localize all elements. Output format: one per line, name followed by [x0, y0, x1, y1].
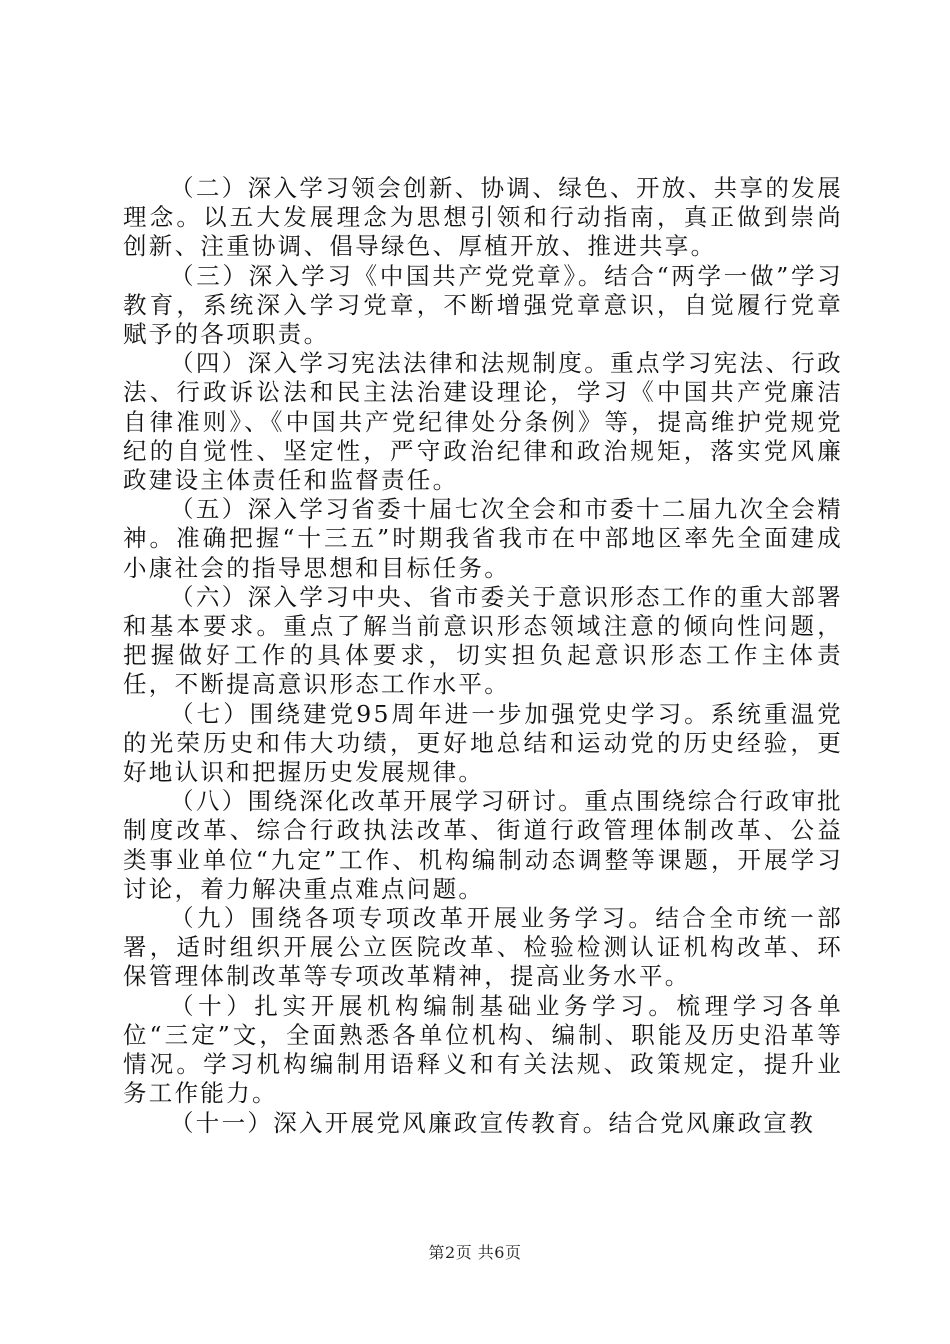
document-body — [123, 174, 843, 1138]
paragraph-10: （十）扎实开展机构编制基础业务学习。梳理学习各单位“三定”文，全面熟悉各单位机构、编制、职能及历史沿革等情况。学习机构编制用语释义和有关法规、政策规定，提升业务工作能力。 — [123, 991, 843, 1108]
paragraph-6: （六）深入学习中央、省市委关于意识形态工作的重大部署和基本要求。重点了解当前意识形态领域注意的倾向性问题，把握做好工作的具体要求，切实担负起意识形态工作主体责任，不断提高意识形态工作水平。 — [123, 582, 843, 699]
page-number-footer: 第2页 共6页 — [428, 1243, 522, 1262]
paragraph-3: （三）深入学习《中国共产党党章》。结合“两学一做”学习教育，系统深入学习党章，不断增强党章意识，自觉履行党章赋予的各项职责。 — [123, 261, 843, 349]
paragraph-4: （四）深入学习宪法法律和法规制度。重点学习宪法、行政法、行政诉讼法和民主法治建设理论，学习《中国共产党廉洁自律准则》、《中国共产党纪律处分条例》等，提高维护党规党纪的自觉性、坚定性，严守政治纪律和政治规矩，落实党风廉政建设主体责任和监督责任。 — [123, 349, 843, 495]
paragraph-11: （十一）深入开展党风廉政宣传教育。结合党风廉政宣教 — [170, 1108, 815, 1137]
paragraph-2: （二）深入学习领会创新、协调、绿色、开放、共享的发展理念。以五大发展理念为思想引领和行动指南，真正做到崇尚创新、注重协调、倡导绿色、厚植开放、推进共享。 — [123, 174, 843, 261]
paragraph-8: （八）围绕深化改革开展学习研讨。重点围绕综合行政审批制度改革、综合行政执法改革、街道行政管理体制改革、公益类事业单位“九定”工作、机构编制动态调整等课题，开展学习讨论，着力解决重点难点问题。 — [123, 787, 843, 903]
paragraph-9: （九）围绕各项专项改革开展业务学习。结合全市统一部署，适时组织开展公立医院改革、检验检测认证机构改革、环保管理体制改革等专项改革精神，提高业务水平。 — [123, 904, 843, 991]
paragraph-7: （七）围绕建党95周年进一步加强党史学习。系统重温党的光荣历史和伟大功绩，更好地总结和运动党的历史经验，更好地认识和把握历史发展规律。 — [123, 699, 843, 787]
paragraph-5: （五）深入学习省委十届七次全会和市委十二届九次全会精神。准确把握“十三五”时期我省我市在中部地区率先全面建成小康社会的指导思想和目标任务。 — [123, 495, 843, 582]
